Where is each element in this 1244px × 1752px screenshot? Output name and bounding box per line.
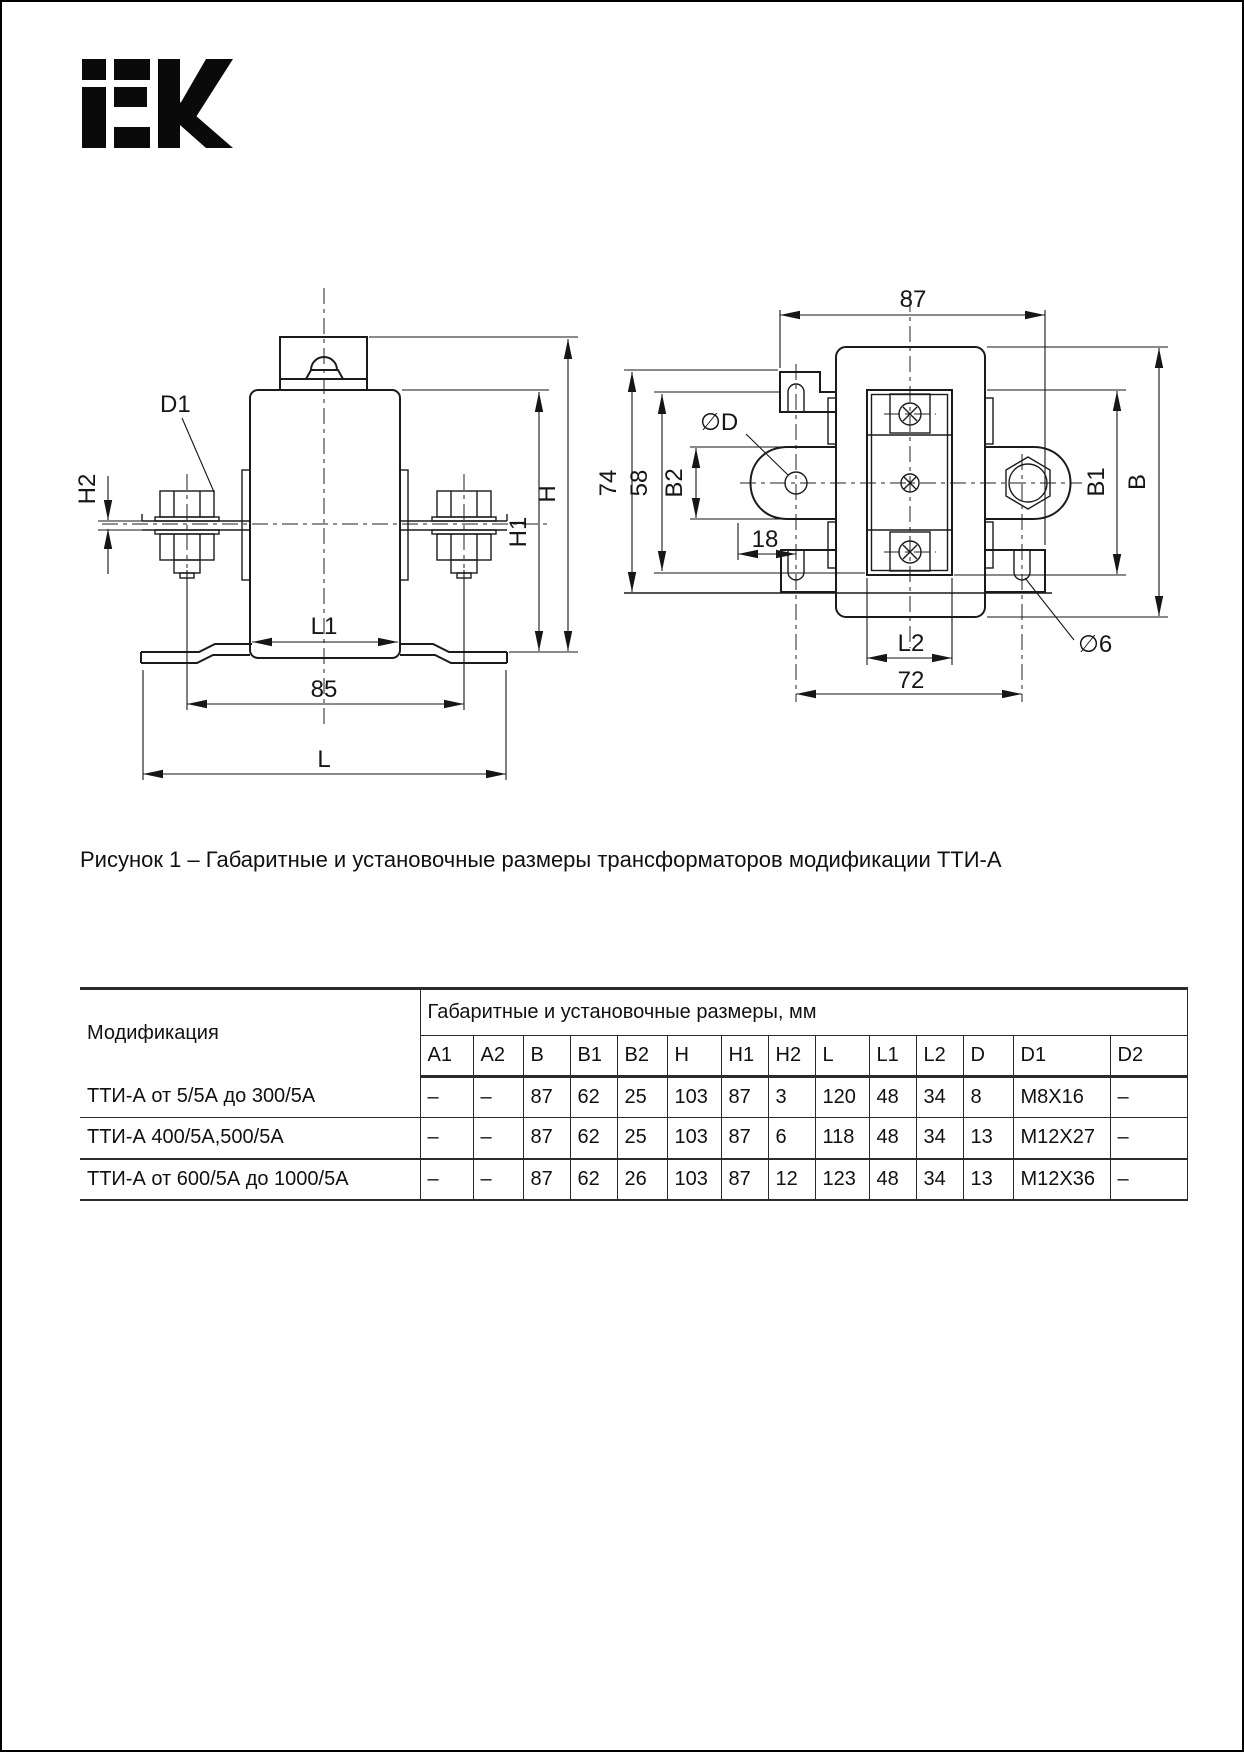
- dim-label-l2: L2: [897, 630, 925, 657]
- dim-label-diaD: ∅D: [700, 409, 739, 436]
- column-header: H: [667, 1036, 721, 1077]
- table-cell: –: [473, 1159, 523, 1200]
- column-header: B2: [617, 1036, 667, 1077]
- column-header: L1: [869, 1036, 916, 1077]
- table-cell: 48: [869, 1159, 916, 1200]
- table-cell: 87: [721, 1077, 768, 1118]
- table-cell: 13: [963, 1118, 1013, 1159]
- column-header: A1: [420, 1036, 473, 1077]
- table-cell: 34: [916, 1159, 963, 1200]
- table-cell: 48: [869, 1118, 916, 1159]
- dim-label-h1: H1: [505, 516, 532, 548]
- dimensions-table: [80, 987, 1188, 1201]
- column-header: D: [963, 1036, 1013, 1077]
- row-name: ТТИ-А от 600/5А до 1000/5А: [80, 1159, 420, 1200]
- table-row: [80, 1159, 1187, 1200]
- table-cell: 8: [963, 1077, 1013, 1118]
- row-name: ТТИ-А 400/5А,500/5А: [80, 1118, 420, 1159]
- table-cell: 12: [768, 1159, 815, 1200]
- table-cell: –: [1110, 1159, 1187, 1200]
- dim-label-b1: B1: [1083, 467, 1110, 497]
- table-cell: 87: [721, 1159, 768, 1200]
- table-cell: M12X27: [1013, 1118, 1110, 1159]
- dim-label-b: B: [1124, 473, 1151, 491]
- dim-label-58: 58: [626, 469, 653, 497]
- table-row: [80, 1118, 1187, 1159]
- dim-label-18: 18: [751, 526, 779, 553]
- table-cell: 3: [768, 1077, 815, 1118]
- table-cell: –: [473, 1118, 523, 1159]
- table-cell: M8X16: [1013, 1077, 1110, 1118]
- table-cell: 34: [916, 1118, 963, 1159]
- table-cell: 34: [916, 1077, 963, 1118]
- table-cell: 118: [815, 1118, 869, 1159]
- table-group-header: Габаритные и установочные размеры, мм: [420, 989, 1187, 1036]
- table-cell: –: [473, 1077, 523, 1118]
- table-cell: 103: [667, 1077, 721, 1118]
- table-cell: 87: [721, 1118, 768, 1159]
- dim-label-d1: D1: [160, 391, 191, 418]
- table-cell: 103: [667, 1159, 721, 1200]
- table-cell: 62: [570, 1159, 617, 1200]
- figure-caption: Рисунок 1 – Габаритные и установочные размеры трансформаторов модификации ТТИ-А: [80, 847, 1002, 872]
- table-header-row: [80, 989, 1187, 1036]
- table-cell: 62: [570, 1118, 617, 1159]
- column-header: H2: [768, 1036, 815, 1077]
- table-cell: 120: [815, 1077, 869, 1118]
- table-cell: 25: [617, 1077, 667, 1118]
- table-cell: M12X36: [1013, 1159, 1110, 1200]
- side-view: [595, 286, 1168, 702]
- table-cell: 48: [869, 1077, 916, 1118]
- table-cell: –: [420, 1159, 473, 1200]
- table-cell: –: [427, 1086, 439, 1108]
- row-name: ТТИ-А от 5/5А до 300/5А: [80, 1077, 420, 1118]
- dim-label-74: 74: [595, 469, 622, 497]
- dim-label-85: 85: [310, 676, 338, 703]
- column-header: L: [815, 1036, 869, 1077]
- dim-label-b2: B2: [661, 468, 688, 498]
- table-cell: –: [1110, 1077, 1187, 1118]
- column-header-modification: Модификация: [80, 989, 420, 1077]
- front-view: [74, 288, 578, 780]
- dim-label-dia6: ∅6: [1078, 631, 1113, 658]
- table-cell: 123: [815, 1159, 869, 1200]
- table-cell: 26: [617, 1159, 667, 1200]
- table-cell: 6: [768, 1118, 815, 1159]
- technical-drawing: [2, 2, 1244, 982]
- table-cell: 87: [523, 1159, 570, 1200]
- column-header: B1: [570, 1036, 617, 1077]
- table-cell: 87: [523, 1118, 570, 1159]
- column-header: A2: [473, 1036, 523, 1077]
- dim-label-h: H: [534, 485, 561, 503]
- dim-label-l: L: [317, 746, 331, 773]
- column-header: D1: [1013, 1036, 1110, 1077]
- column-header: H1: [721, 1036, 768, 1077]
- table-cell: 103: [667, 1118, 721, 1159]
- table-cell: 87: [523, 1077, 570, 1118]
- dim-label-87: 87: [899, 286, 927, 313]
- iek-logo: [82, 59, 233, 148]
- table-cell: –: [1110, 1118, 1187, 1159]
- column-header: L2: [916, 1036, 963, 1077]
- table-cell: 13: [963, 1159, 1013, 1200]
- table-cell: 62: [570, 1077, 617, 1118]
- dim-label-72: 72: [897, 667, 925, 694]
- column-header: B: [523, 1036, 570, 1077]
- table-cell: –: [420, 1118, 473, 1159]
- dim-label-h2: H2: [74, 473, 101, 505]
- dim-label-l1: L1: [310, 613, 338, 640]
- table-cell: 25: [617, 1118, 667, 1159]
- table-row: [80, 1077, 1187, 1118]
- column-header: D2: [1110, 1036, 1187, 1077]
